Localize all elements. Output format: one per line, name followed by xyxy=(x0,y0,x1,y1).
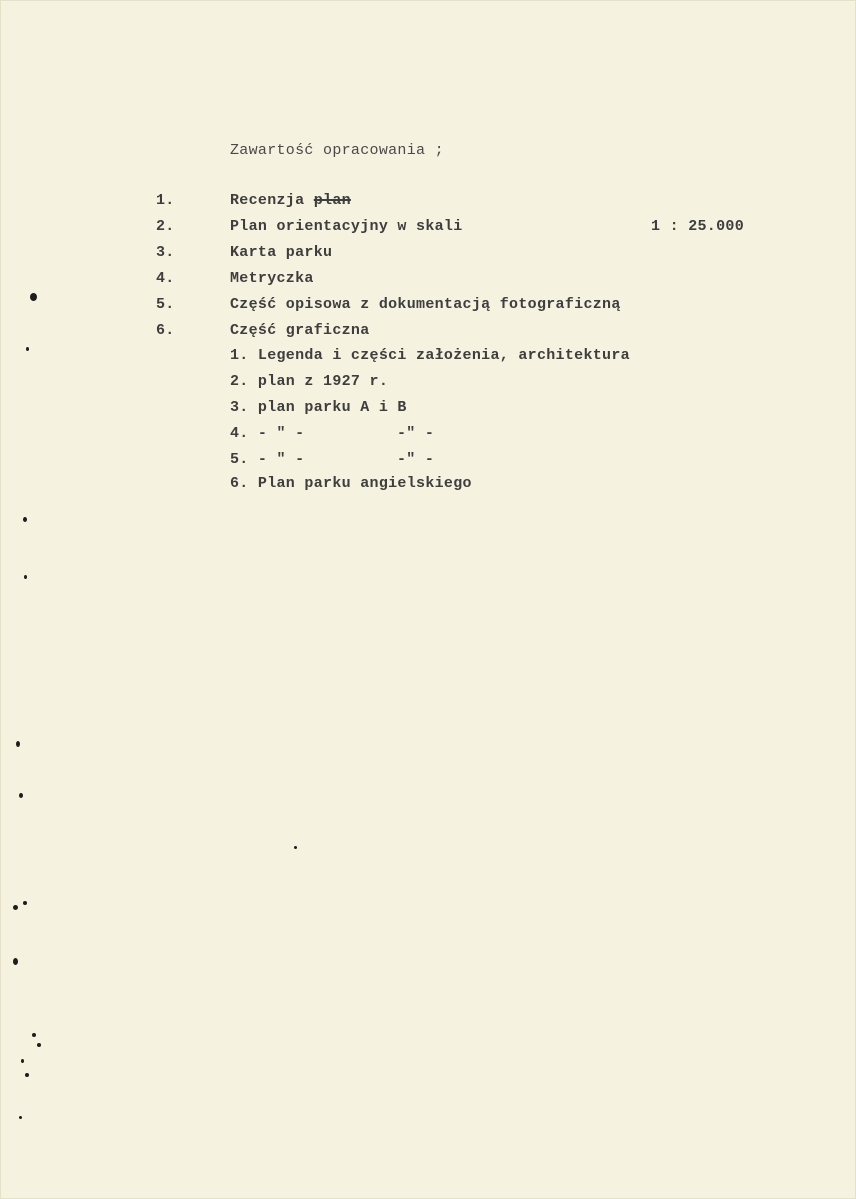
list-item: Metryczka xyxy=(230,270,314,287)
ditto-mark: -" - xyxy=(397,451,435,468)
ink-speck xyxy=(30,293,37,301)
document-title: Zawartość opracowania ; xyxy=(230,142,444,159)
ink-speck xyxy=(19,793,23,798)
ink-speck xyxy=(13,905,18,910)
ink-speck xyxy=(25,1073,29,1077)
ink-speck xyxy=(23,901,27,905)
ink-speck xyxy=(16,741,20,747)
sub-list-item: 2. plan z 1927 r. xyxy=(230,373,389,390)
sub-list-item: 4. - " - xyxy=(230,425,305,442)
list-item: Plan orientacyjny w skali xyxy=(230,218,463,235)
list-item: Część opisowa z dokumentacją fotograficzną xyxy=(230,296,621,313)
ink-speck xyxy=(26,347,29,351)
list-item: Karta parku xyxy=(230,244,333,261)
sub-list-item: 6. Plan parku angielskiego xyxy=(230,475,472,492)
item-number: 6. xyxy=(156,322,175,339)
item-number: 5. xyxy=(156,296,175,313)
ink-speck xyxy=(32,1033,36,1037)
item-number: 2. xyxy=(156,218,175,235)
ink-speck xyxy=(23,517,27,522)
ink-speck xyxy=(294,846,297,849)
ink-speck xyxy=(19,1116,22,1119)
list-item xyxy=(230,192,351,210)
sub-list-item: 1. Legenda i części założenia, architektura xyxy=(230,347,630,364)
sub-list-item: 3. plan parku A i B xyxy=(230,399,407,416)
ink-speck xyxy=(37,1043,41,1047)
sub-list-item: 5. - " - xyxy=(230,451,305,468)
ink-speck xyxy=(24,575,27,579)
list-item: Część graficzna xyxy=(230,322,370,339)
item-text: Recenzja xyxy=(230,192,305,209)
ink-speck xyxy=(13,958,18,965)
item-number: 1. xyxy=(156,192,175,209)
ink-speck xyxy=(21,1059,24,1063)
item-number: 4. xyxy=(156,270,175,287)
item-number: 3. xyxy=(156,244,175,261)
scale-value: 1 : 25.000 xyxy=(651,218,745,235)
ditto-mark: -" - xyxy=(397,425,435,442)
struck-text: plan xyxy=(313,192,351,209)
